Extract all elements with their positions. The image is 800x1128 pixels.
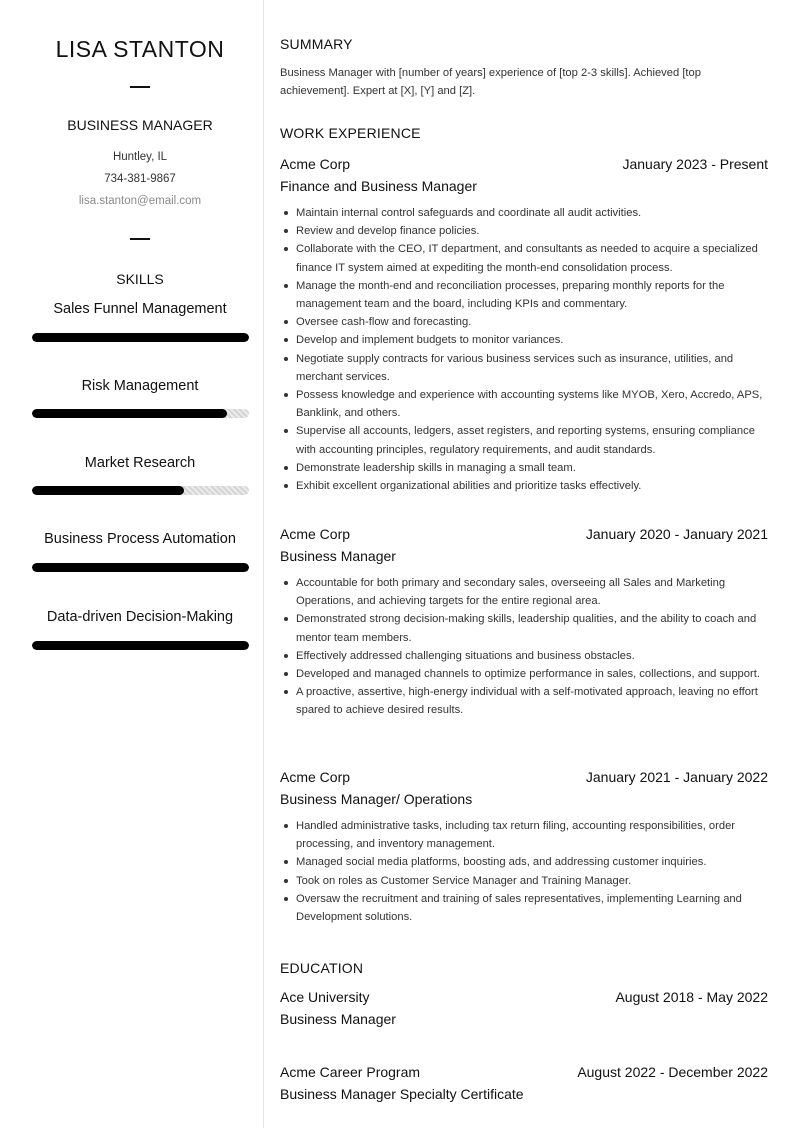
- job-dates: January 2021 - January 2022: [585, 769, 768, 785]
- education-degree: Business Manager Specialty Certificate: [280, 1086, 524, 1102]
- education-school: Ace University: [280, 989, 370, 1005]
- list-item: Managed social media platforms, boosting ads, and addressing customer inquiries.: [280, 853, 768, 871]
- list-item: A proactive, assertive, high-energy individual with a self-motivated approach, leaving no effort spared to achieve desired results.: [280, 683, 768, 719]
- skill-name: Sales Funnel Management: [53, 301, 227, 317]
- list-item: Supervise all accounts, ledgers, asset registers, and reporting systems, ensuring compliance with accounting principles, regulatory requirements, and audit standards.: [280, 422, 768, 458]
- divider: [130, 86, 150, 88]
- candidate-name: LISA STANTON: [55, 36, 225, 62]
- skill-bar: [32, 333, 249, 342]
- candidate-role: BUSINESS MANAGER: [67, 117, 213, 133]
- job-entry: [280, 156, 768, 495]
- list-item: Effectively addressed challenging situations and business obstacles.: [280, 647, 768, 665]
- skill-name: Risk Management: [81, 378, 199, 394]
- skill-bar-fill: [32, 409, 227, 418]
- job-entry: [280, 526, 768, 720]
- contact-phone: 734-381-9867: [104, 173, 176, 185]
- list-item: Took on roles as Customer Service Manager and Training Manager.: [280, 872, 768, 890]
- experience-heading: WORK EXPERIENCE: [280, 125, 421, 141]
- education-entry: [280, 989, 768, 1027]
- skill-bar: [32, 563, 249, 572]
- list-item: Demonstrated strong decision-making skills, leadership qualities, and the ability to coach and mentor team members.: [280, 610, 768, 646]
- skill-name: Business Process Automation: [44, 531, 236, 547]
- skill-name: Market Research: [84, 455, 196, 471]
- skills-heading: SKILLS: [116, 271, 164, 287]
- education-school: Acme Career Program: [280, 1064, 421, 1080]
- list-item: Review and develop finance policies.: [280, 222, 768, 240]
- education-degree: Business Manager: [280, 1011, 396, 1027]
- skill-bar-fill: [32, 641, 249, 650]
- skill-name: Data-driven Decision-Making: [46, 609, 234, 625]
- list-item: Collaborate with the CEO, IT department, and consultants as needed to acquire a specialized finance IT system aimed at expediting the month-end consolidation process.: [280, 240, 768, 276]
- sidebar: [0, 0, 264, 1128]
- contact-location: Huntley, IL: [112, 151, 168, 163]
- list-item: Negotiate supply contracts for various business services such as insurance, utilities, and merchant services.: [280, 350, 768, 386]
- list-item: Develop and implement budgets to monitor variances.: [280, 331, 768, 349]
- job-company: Acme Corp: [280, 526, 351, 542]
- job-title: Business Manager/ Operations: [280, 791, 473, 807]
- job-bullets: [280, 574, 768, 720]
- job-entry: [280, 769, 768, 926]
- skill-bar-fill: [32, 563, 249, 572]
- list-item: Possess knowledge and experience with accounting systems like MYOB, Xero, Accredo, APS, Banklink, and others.: [280, 386, 768, 422]
- skill-bar: [32, 641, 249, 650]
- list-item: Manage the month-end and reconciliation processes, preparing monthly reports for the management team and the board, including KPIs and commentary.: [280, 277, 768, 313]
- skill-bar: [32, 486, 249, 495]
- list-item: Demonstrate leadership skills in managing a small team.: [280, 459, 768, 477]
- divider: [130, 238, 150, 240]
- education-dates: August 2022 - December 2022: [577, 1064, 768, 1080]
- job-title: Finance and Business Manager: [280, 178, 477, 194]
- job-company: Acme Corp: [280, 156, 351, 172]
- skill-bar: [32, 409, 249, 418]
- summary-heading: SUMMARY: [280, 36, 353, 52]
- list-item: Exhibit excellent organizational abilities and prioritize tasks effectively.: [280, 477, 768, 495]
- list-item: Accountable for both primary and secondary sales, overseeing all Sales and Marketing Operations, and achieving targets for the entire regional area.: [280, 574, 768, 610]
- list-item: Developed and managed channels to optimize performance in sales, collections, and support.: [280, 665, 768, 683]
- list-item: Handled administrative tasks, including tax return filing, accounting responsibilities, order processing, and inventory management.: [280, 817, 768, 853]
- contact-email[interactable]: lisa.stanton@email.com: [78, 195, 202, 207]
- job-dates: January 2023 - Present: [622, 156, 768, 172]
- education-entry: [280, 1064, 768, 1102]
- education-heading: EDUCATION: [280, 960, 364, 976]
- education-dates: August 2018 - May 2022: [615, 989, 768, 1005]
- job-bullets: [280, 204, 768, 495]
- list-item: Maintain internal control safeguards and coordinate all audit activities.: [280, 204, 768, 222]
- job-title: Business Manager: [280, 548, 396, 564]
- list-item: Oversaw the recruitment and training of sales representatives, implementing Learning and Development solutions.: [280, 890, 768, 926]
- skill-bar-fill: [32, 486, 184, 495]
- job-bullets: [280, 817, 768, 926]
- skill-bar-fill: [32, 333, 249, 342]
- list-item: Oversee cash-flow and forecasting.: [280, 313, 768, 331]
- job-dates: January 2020 - January 2021: [585, 526, 768, 542]
- job-company: Acme Corp: [280, 769, 351, 785]
- summary-text: Business Manager with [number of years] experience of [top 2-3 skills]. Achieved [top achievement]. Expert at [X], [Y] and [Z].: [280, 67, 701, 97]
